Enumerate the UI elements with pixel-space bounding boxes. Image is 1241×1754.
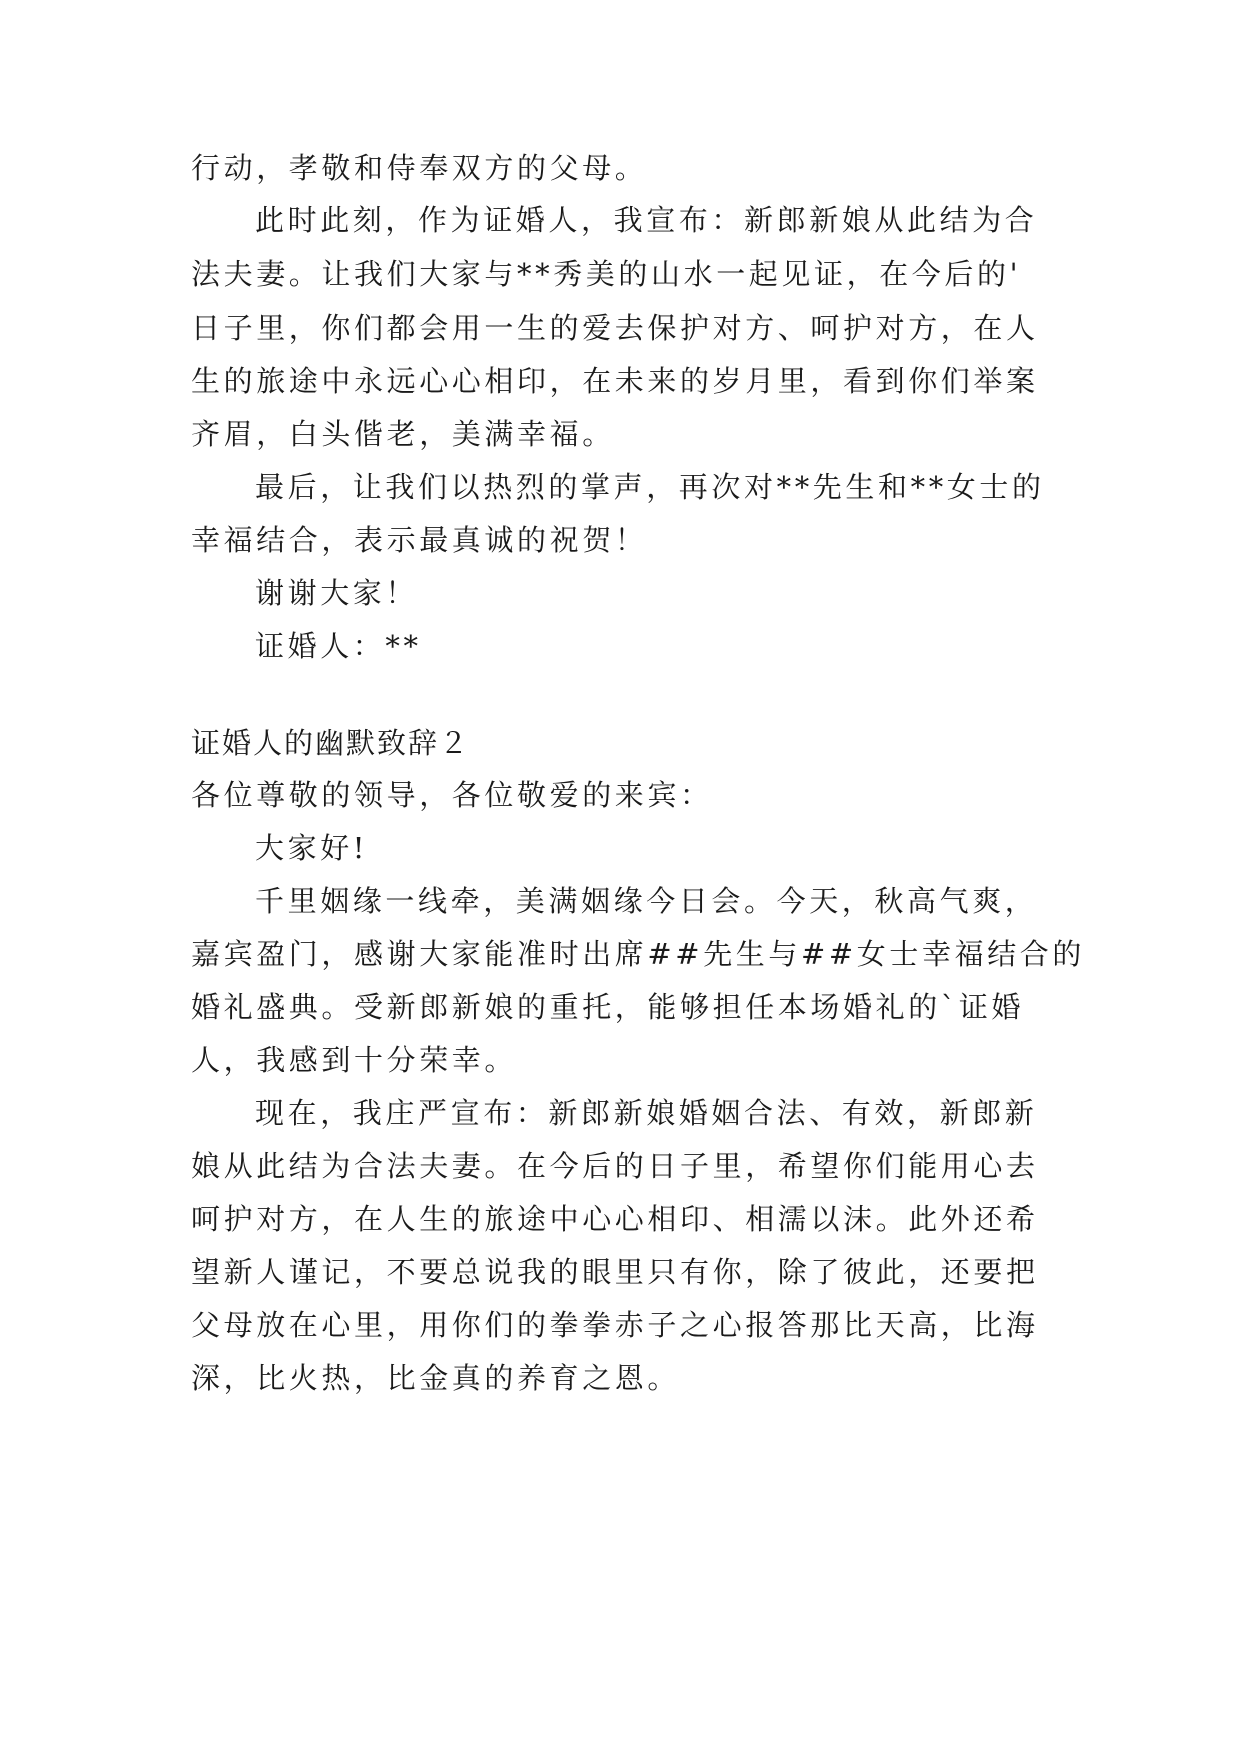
- greeting: 大家好!: [255, 831, 369, 865]
- paragraph-line: 齐眉，白头偕老，美满幸福。: [191, 417, 615, 451]
- section-title: 证婚人的幽默致辞２: [191, 726, 471, 760]
- paragraph-line: 日子里，你们都会用一生的爱去保护对方、呵护对方，在人: [191, 311, 1039, 345]
- paragraph-line: 望新人谨记，不要总说我的眼里只有你，除了彼此，还要把: [191, 1255, 1039, 1289]
- paragraph-line: 行动，孝敬和侍奉双方的父母。: [191, 151, 648, 185]
- paragraph-line: 深，比火热，比金真的养育之恩。: [191, 1361, 681, 1395]
- paragraph-line: 最后，让我们以热烈的掌声，再次对**先生和**女士的: [255, 470, 1045, 504]
- paragraph-line: 此时此刻，作为证婚人，我宣布：新郎新娘从此结为合: [255, 203, 1038, 237]
- paragraph-line: 人，我感到十分荣幸。: [191, 1043, 518, 1077]
- signature-line: 证婚人：**: [255, 629, 422, 663]
- paragraph-line: 娘从此结为合法夫妻。在今后的日子里，希望你们能用心去: [191, 1149, 1039, 1183]
- paragraph-line: 生的旅途中永远心心相印，在未来的岁月里，看到你们举案: [191, 364, 1039, 398]
- paragraph-line: 现在，我庄严宣布：新郎新娘婚姻合法、有效，新郎新: [255, 1096, 1038, 1130]
- paragraph-line: 嘉宾盈门，感谢大家能准时出席##先生与##女士幸福结合的: [191, 937, 1085, 971]
- closing-thanks: 谢谢大家！: [255, 576, 419, 610]
- salutation: 各位尊敬的领导，各位敬爱的来宾：: [191, 778, 713, 812]
- paragraph-line: 呵护对方，在人生的旅途中心心相印、相濡以沫。此外还希: [191, 1202, 1039, 1236]
- paragraph-line: 法夫妻。让我们大家与**秀美的山水一起见证，在今后的': [191, 257, 1022, 291]
- paragraph-line: 婚礼盛典。受新郎新娘的重托，能够担任本场婚礼的`证婚: [191, 990, 1025, 1024]
- paragraph-line: 幸福结合，表示最真诚的祝贺！: [191, 523, 648, 557]
- paragraph-line: 千里姻缘一线牵，美满姻缘今日会。今天，秋高气爽，: [255, 884, 1038, 918]
- paragraph-line: 父母放在心里，用你们的拳拳赤子之心报答那比天高，比海: [191, 1308, 1039, 1342]
